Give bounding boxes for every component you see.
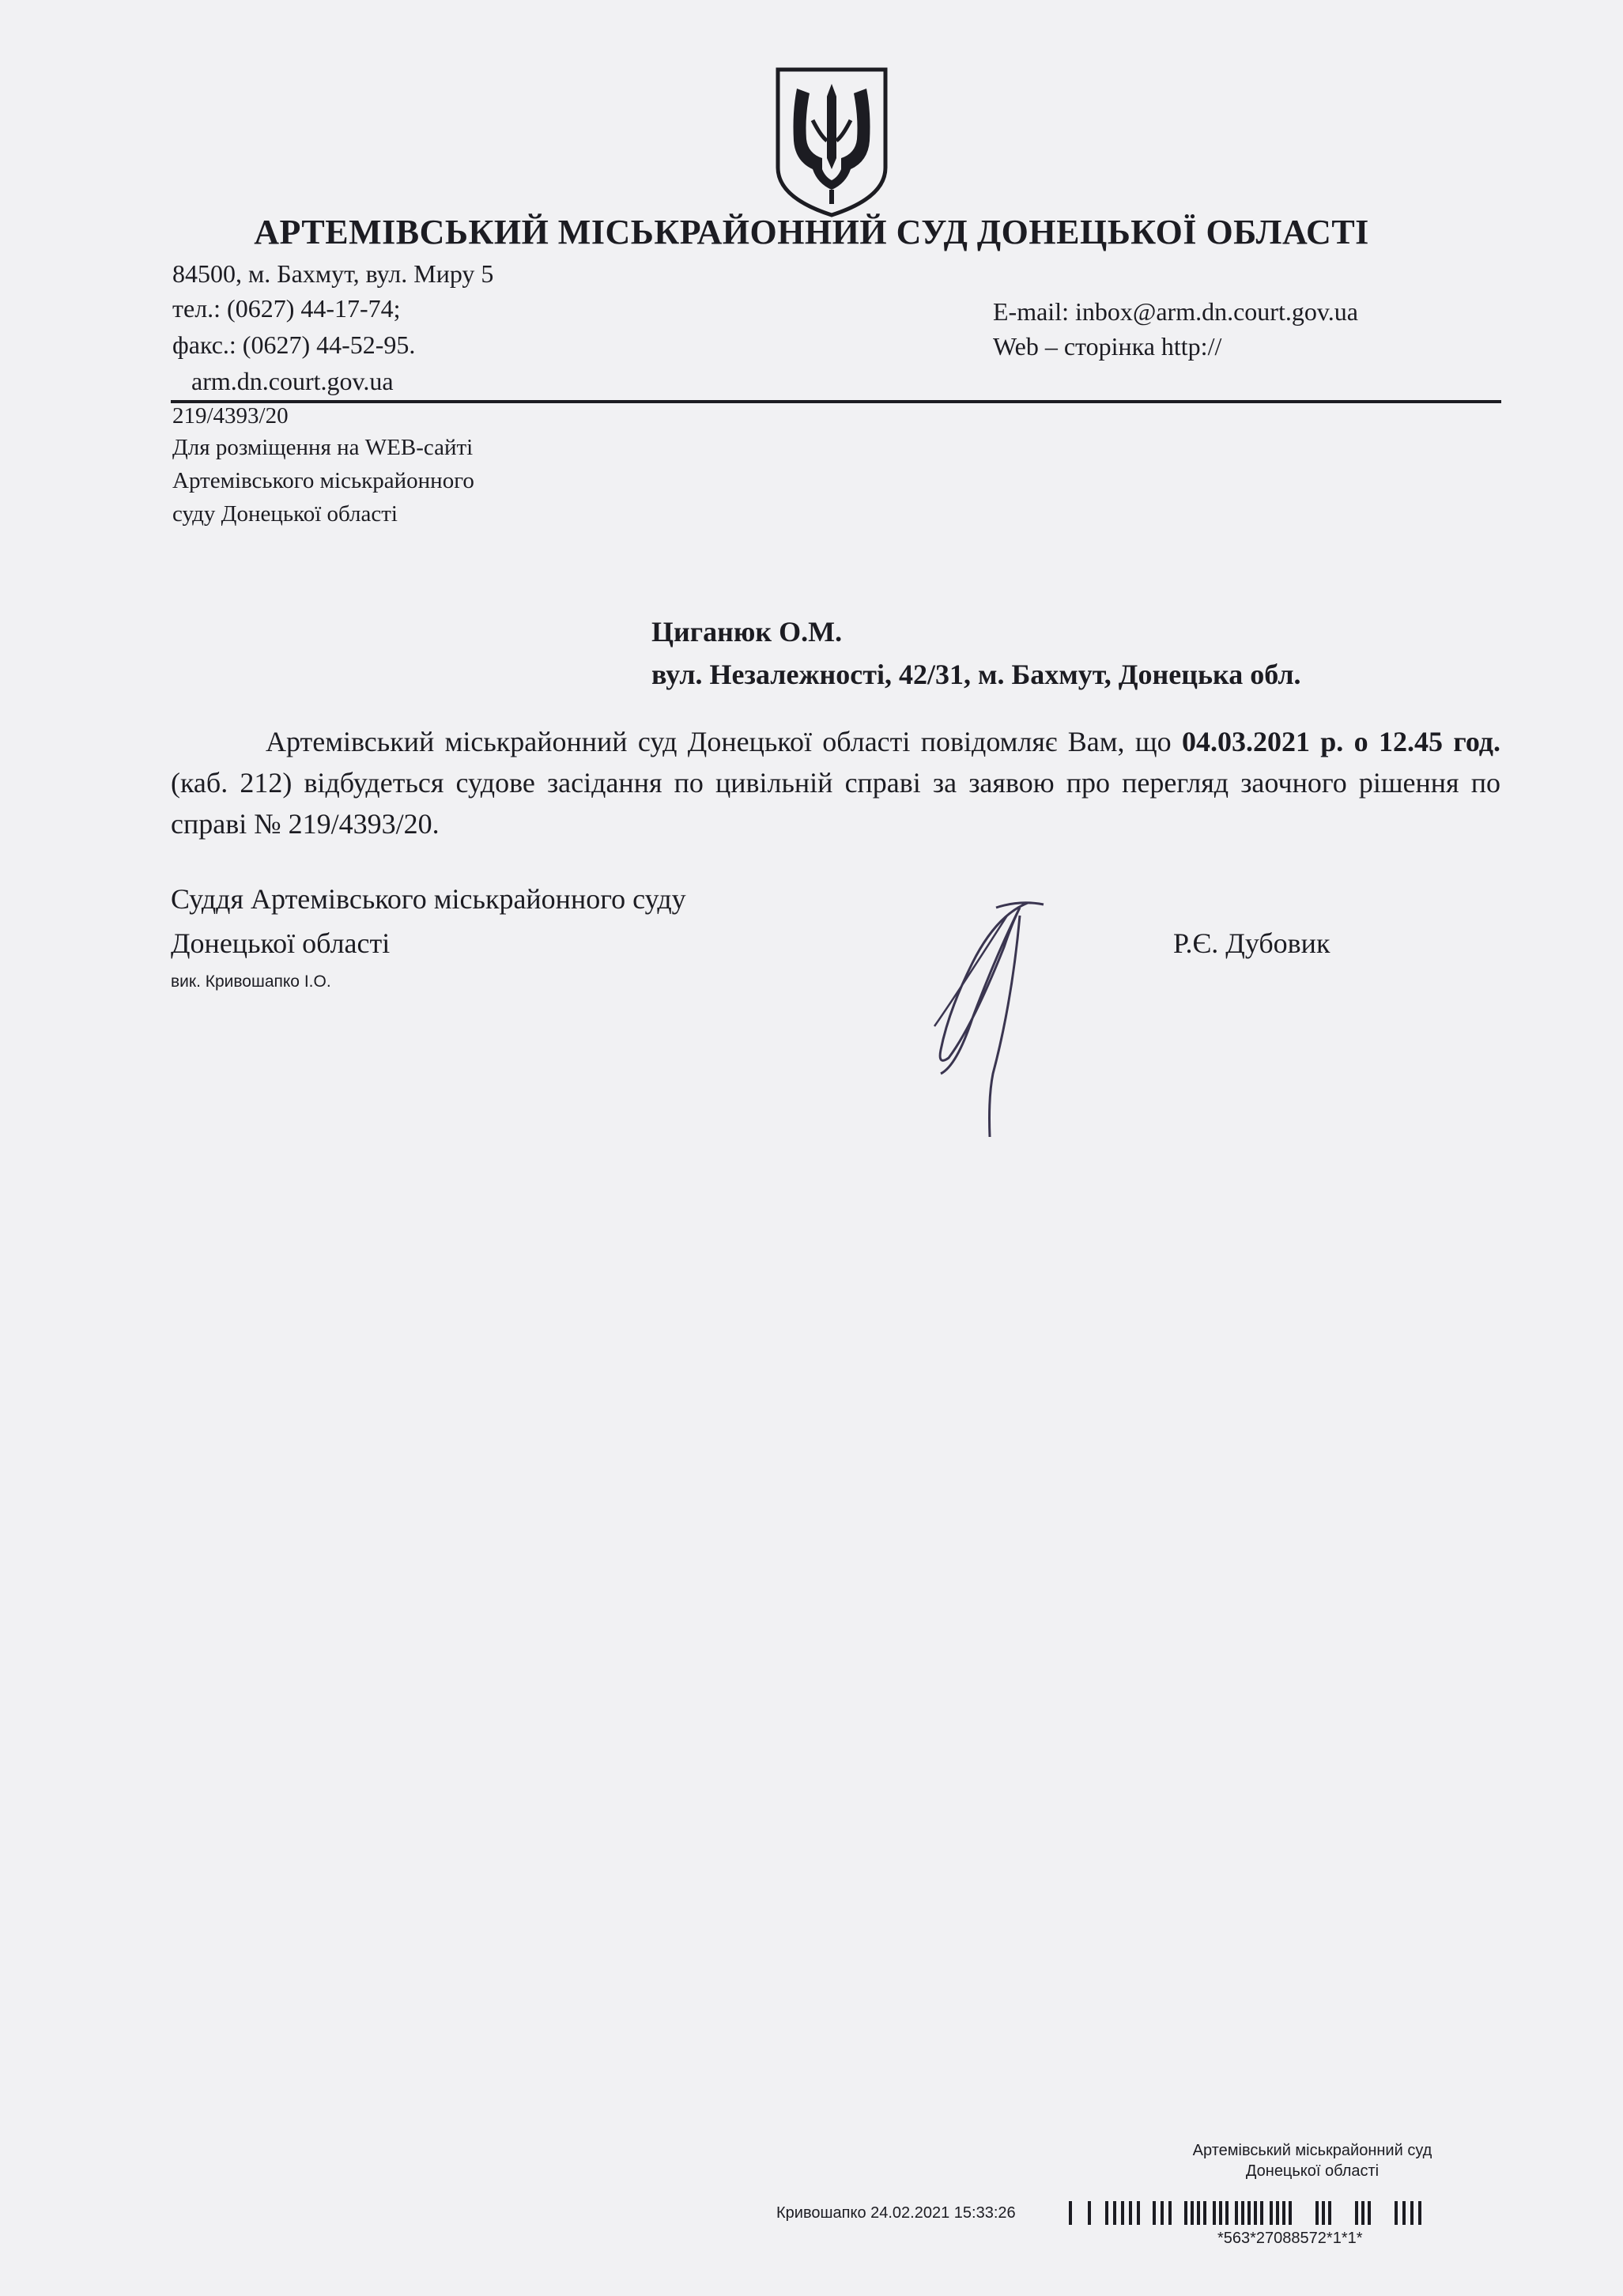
reference-line-2: Артемівського міськрайонного xyxy=(172,468,474,493)
stamp-court-line-1: Артемівський міськрайонний суд xyxy=(1192,2142,1432,2159)
court-fax: факс.: (0627) 44-52-95. xyxy=(172,330,416,359)
reference-line-1: Для розміщення на WEB-сайті xyxy=(172,435,474,460)
reference-line-3: суду Донецької області xyxy=(172,501,398,527)
court-web-label: Web – сторінка http:// xyxy=(993,332,1222,361)
handwritten-signature xyxy=(925,884,1059,1145)
court-name-heading: АРТЕМІВСЬКИЙ МІСЬКРАЙОННИЙ СУД ДОНЕЦЬКОЇ ОБЛАСТІ xyxy=(254,213,1369,251)
executor-name: вик. Кривошапко І.О. xyxy=(171,972,331,991)
court-address: 84500, м. Бахмут, вул. Миру 5 xyxy=(172,259,494,288)
trident-emblem-icon xyxy=(773,65,890,220)
header-divider xyxy=(171,400,1501,403)
clerk-timestamp: Кривошапко 24.02.2021 15:33:26 xyxy=(776,2204,1016,2222)
hearing-datetime: 04.03.2021 р. о 12.45 год. xyxy=(1181,726,1500,757)
barcode-code: *563*27088572*1*1* xyxy=(1217,2230,1363,2247)
notice-body xyxy=(171,721,1500,844)
case-number: 219/4393/20 xyxy=(172,403,289,429)
addressee-address: вул. Незалежності, 42/31, м. Бахмут, Донецька обл. xyxy=(651,659,1301,690)
court-phone: тел.: (0627) 44-17-74; xyxy=(172,294,401,323)
judge-name: Р.Є. Дубовик xyxy=(1173,927,1330,959)
court-web-domain: arm.dn.court.gov.ua xyxy=(191,367,394,395)
notice-text-part-2: (каб. 212) відбудеться судове засідання по цивільній справі за заявою про перегляд заочного рішення по справі № 219/4393/20. xyxy=(171,767,1500,840)
court-email: E-mail: inbox@arm.dn.court.gov.ua xyxy=(993,297,1358,326)
notice-text-part-1: Артемівський міськрайонний суд Донецької області повідомляє Вам, що xyxy=(266,726,1182,757)
judge-title-line-1: Суддя Артемівського міськрайонного суду xyxy=(171,883,686,915)
stamp-court-line-2: Донецької області xyxy=(1245,2162,1380,2180)
document-barcode xyxy=(1069,2201,1421,2225)
addressee-name: Циганюк О.М. xyxy=(651,616,843,648)
judge-title-line-2: Донецької області xyxy=(171,927,391,959)
